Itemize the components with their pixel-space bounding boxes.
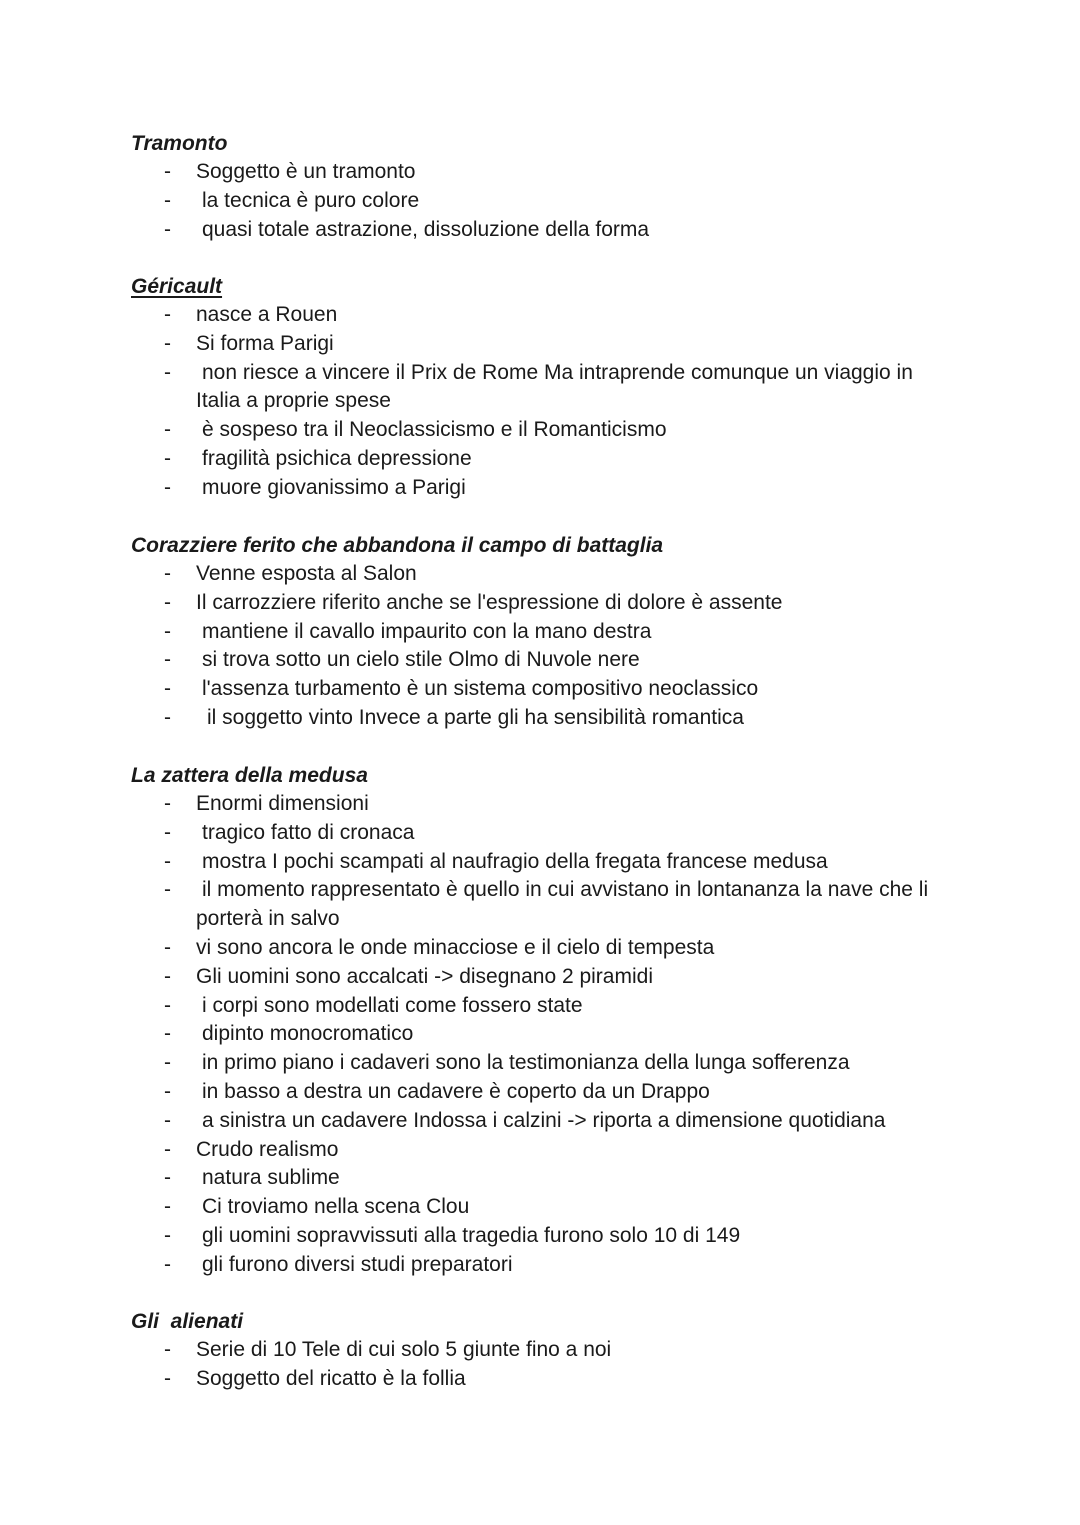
bullet-list <box>131 1336 1031 1394</box>
section-heading: Gli alienati <box>131 1310 244 1333</box>
list-item: - natura sublime <box>131 1164 951 1193</box>
list-item: - Soggetto è un tramonto <box>131 158 951 187</box>
dash-bullet-icon: - <box>164 562 171 585</box>
list-item: - quasi totale astrazione, dissoluzione della forma <box>131 216 951 245</box>
dash-bullet-icon: - <box>164 964 171 988</box>
dash-bullet-icon: - <box>164 935 171 959</box>
bullet-list <box>131 301 1031 503</box>
list-item: - Enormi dimensioni <box>131 790 951 819</box>
list-item: - Ci troviamo nella scena Clou <box>131 1193 951 1222</box>
list-item: - dipinto monocromatico <box>131 1020 951 1049</box>
list-item: - nasce a Rouen <box>131 301 951 330</box>
section-heading: La zattera della medusa <box>131 764 368 787</box>
dash-bullet-icon: - <box>164 1166 171 1190</box>
dash-bullet-icon: - <box>164 648 171 672</box>
section-heading: Corazziere ferito che abbandona il campo di battaglia <box>131 534 664 557</box>
dash-bullet-icon: - <box>164 1079 171 1103</box>
dash-bullet-icon: - <box>164 1195 171 1219</box>
section-gericault <box>131 272 1031 503</box>
dash-bullet-icon: - <box>164 1223 171 1247</box>
list-item: - gli furono diversi studi preparatori <box>131 1251 951 1280</box>
section-heading: Géricault <box>131 275 223 298</box>
list-item: - Si forma Parigi <box>131 330 951 359</box>
list-item: - l'assenza turbamento è un sistema compositivo neoclassico <box>131 675 951 704</box>
dash-bullet-icon: - <box>164 360 171 384</box>
dash-bullet-icon: - <box>164 1022 171 1046</box>
bullet-list <box>131 158 1031 244</box>
list-item: - si trova sotto un cielo stile Olmo di Nuvole nere <box>131 646 951 675</box>
list-item: - Crudo realismo <box>131 1136 951 1165</box>
list-item: - mostra I pochi scampati al naufragio della fregata francese medusa <box>131 848 951 877</box>
dash-bullet-icon: - <box>164 1338 171 1361</box>
dash-bullet-icon: - <box>164 1108 171 1132</box>
list-item: - Serie di 10 Tele di cui solo 5 giunte fino a noi <box>131 1336 951 1365</box>
dash-bullet-icon: - <box>164 993 171 1017</box>
dash-bullet-icon: - <box>164 446 171 470</box>
dash-bullet-icon: - <box>164 217 171 241</box>
list-item: - a sinistra un cadavere Indossa i calzini -> riporta a dimensione quotidiana <box>131 1107 951 1136</box>
list-item: - mantiene il cavallo impaurito con la mano destra <box>131 618 951 647</box>
bullet-list <box>131 560 1031 733</box>
dash-bullet-icon: - <box>164 619 171 643</box>
list-item: - il soggetto vinto Invece a parte gli ha sensibilità romantica <box>131 704 951 733</box>
list-item: - muore giovanissimo a Parigi <box>131 474 951 503</box>
dash-bullet-icon: - <box>164 820 171 844</box>
list-item: - la tecnica è puro colore <box>131 187 951 216</box>
dash-bullet-icon: - <box>164 849 171 873</box>
dash-bullet-icon: - <box>164 418 171 442</box>
dash-bullet-icon: - <box>164 590 171 614</box>
section-heading: Tramonto <box>131 132 228 155</box>
section-corazziere <box>131 531 1031 733</box>
bullet-list <box>131 790 1031 1280</box>
dash-bullet-icon: - <box>164 160 171 183</box>
list-item: - i corpi sono modellati come fossero state <box>131 992 951 1021</box>
list-item: - vi sono ancora le onde minacciose e il cielo di tempesta <box>131 934 951 963</box>
dash-bullet-icon: - <box>164 331 171 355</box>
list-item: - fragilità psichica depressione <box>131 445 951 474</box>
list-item: - il momento rappresentato è quello in cui avvistano in lontananza la nave che li porterà in salvo <box>164 878 929 931</box>
list-item: - Soggetto del ricatto è la follia <box>131 1365 951 1394</box>
list-item: - è sospeso tra il Neoclassicismo e il Romanticismo <box>131 416 951 445</box>
list-item: - gli uomini sopravvissuti alla tragedia furono solo 10 di 149 <box>131 1222 951 1251</box>
list-item: - tragico fatto di cronaca <box>131 819 951 848</box>
dash-bullet-icon: - <box>164 1366 171 1390</box>
dash-bullet-icon: - <box>164 792 171 815</box>
dash-bullet-icon: - <box>164 1137 171 1161</box>
section-zattera-medusa <box>131 761 1031 1280</box>
dash-bullet-icon: - <box>164 677 171 701</box>
list-item: - Il carrozziere riferito anche se l'espressione di dolore è assente <box>131 589 951 618</box>
dash-bullet-icon: - <box>164 475 171 499</box>
list-item: - Venne esposta al Salon <box>131 560 951 589</box>
dash-bullet-icon: - <box>164 188 171 212</box>
dash-bullet-icon: - <box>164 1252 171 1276</box>
list-item: - in primo piano i cadaveri sono la testimonianza della lunga sofferenza <box>131 1049 951 1078</box>
dash-bullet-icon: - <box>164 1051 171 1075</box>
list-item: - in basso a destra un cadavere è coperto da un Drappo <box>131 1078 951 1107</box>
list-item: - non riesce a vincere il Prix de Rome Ma intraprende comunque un viaggio in Italia a proprie spese <box>164 360 913 413</box>
section-tramonto <box>131 129 1031 244</box>
dash-bullet-icon: - <box>164 303 171 326</box>
section-alienati <box>131 1307 1031 1394</box>
dash-bullet-icon: - <box>164 705 171 729</box>
list-item: - Gli uomini sono accalcati -> disegnano 2 piramidi <box>131 963 951 992</box>
dash-bullet-icon: - <box>164 878 171 902</box>
